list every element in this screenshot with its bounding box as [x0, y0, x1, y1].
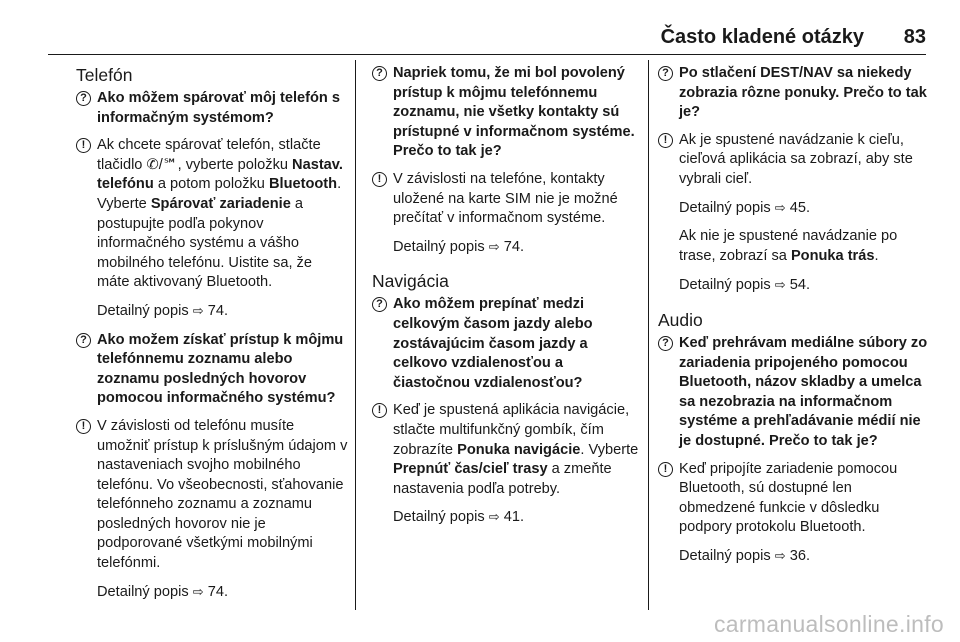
- answer-paragraph: Ak nie je spustené navádzanie po trase, zobrazí sa Ponuka trás.: [679, 228, 898, 264]
- answer-text: V závislosti od telefónu musíte umožniť prístup k príslušným údajom v nastaveniach svojho mobilného telefónu. Vo všeobecnosti, sťahovanie telefónneho zoznamu a zoznamu posledných hovorov nie je podporované všetkými mobilnými telefónmi.: [97, 417, 348, 572]
- menu-item-name: Prepnúť čas/cieľ trasy: [393, 461, 548, 478]
- detail-reference: Detailný popis ⇨ 41.: [393, 509, 524, 526]
- menu-item-name: Ponuka navigácie: [457, 441, 581, 458]
- answer-icon: !: [76, 138, 91, 153]
- answer-text: a zmeňte nastavenia podľa potreby.: [393, 461, 612, 497]
- question-block: [76, 331, 348, 409]
- column-divider: [355, 60, 356, 610]
- reference-arrow-icon: ⇨: [192, 302, 204, 318]
- answer-block: [658, 460, 928, 538]
- answer-block: [372, 170, 640, 229]
- page-title: Často kladené otázky: [660, 26, 864, 48]
- section-heading: Audio: [658, 309, 703, 330]
- answer-text: Ak je spustené navádzanie k cieľu, cieľová aplikácia sa zobrazí, aby ste vybrali cieľ.: [679, 131, 913, 187]
- detail-reference: Detailný popis ⇨ 74.: [97, 583, 228, 600]
- reference-page[interactable]: 41: [503, 509, 520, 526]
- answer-text: a postupujte podľa pokynov informačného systému a vášho mobilného telefónu. Uistite sa, že máte aktivovaný Bluetooth.: [97, 195, 312, 291]
- reference-arrow-icon: ⇨: [192, 583, 204, 599]
- answer-text: . Vyberte: [580, 441, 639, 458]
- reference-arrow-icon: ⇨: [488, 238, 500, 254]
- section-heading: Navigácia: [372, 271, 449, 292]
- detail-reference: Detailný popis ⇨ 54.: [679, 277, 810, 294]
- question-text: Ako možem získať prístup k môjmu telefónnemu zoznamu alebo zoznamu posledných hovorov pomocou informačného systému?: [97, 331, 344, 407]
- column-1: [76, 64, 348, 611]
- answer-text: Ak chcete spárovať telefón, stlačte tlačidlo: [97, 137, 321, 173]
- question-text: Ako môžem spárovať môj telefón s informačným systémom?: [97, 90, 340, 126]
- watermark: carmanualsonline.info: [713, 611, 944, 637]
- reference-page[interactable]: 45: [789, 199, 806, 216]
- reference-page[interactable]: 36: [789, 547, 806, 564]
- question-block: [372, 295, 640, 393]
- detail-reference: Detailný popis ⇨ 74.: [97, 302, 228, 319]
- column-3: [658, 64, 928, 575]
- reference-arrow-icon: ⇨: [774, 199, 786, 215]
- question-block: [658, 334, 928, 452]
- question-icon: ?: [76, 333, 91, 348]
- question-block: [658, 64, 928, 123]
- reference-page[interactable]: 74: [207, 583, 224, 600]
- reference-page[interactable]: 74: [207, 302, 224, 319]
- detail-reference: Detailný popis ⇨ 45.: [679, 199, 810, 216]
- reference-arrow-icon: ⇨: [774, 277, 786, 293]
- reference-page[interactable]: 74: [503, 238, 520, 255]
- reference-page[interactable]: 54: [789, 277, 806, 294]
- answer-text: , vyberte položku: [177, 156, 293, 173]
- answer-block: [76, 136, 348, 293]
- question-icon: ?: [372, 297, 387, 312]
- answer-text: Keď pripojíte zariadenie pomocou Bluetooth, sú dostupné len obmedzené funkcie v dôsledku podpory protokolu Bluetooth.: [679, 460, 898, 536]
- menu-item-name: Bluetooth: [268, 176, 338, 193]
- menu-item-name: Ponuka trás: [790, 247, 875, 264]
- answer-text: a potom položku: [153, 176, 269, 193]
- question-text: Ako môžem prepínať medzi celkovým časom jazdy alebo zostávajúcim časom jazdy a celkovo vzdialenosťou a čiastočnou vzdialenosťou?: [393, 296, 593, 391]
- answer-icon: !: [372, 172, 387, 187]
- answer-block: [372, 401, 640, 499]
- answer-icon: !: [372, 403, 387, 418]
- page-header: [48, 26, 926, 55]
- question-icon: ?: [372, 66, 387, 81]
- detail-reference: Detailný popis ⇨ 74.: [393, 238, 524, 255]
- menu-item-name: Spárovať zariadenie: [150, 195, 291, 212]
- answer-icon: !: [658, 462, 673, 477]
- question-text: Keď prehrávam mediálne súbory zo zariadenia pripojeného pomocou Bluetooth, názov skladby a umelca sa nezobrazia na informačnom systéme a prehľadávanie médií nie je dostupné. Prečo to tak je?: [679, 334, 928, 449]
- answer-text: . Vyberte: [97, 176, 342, 212]
- page-number: 83: [903, 26, 926, 48]
- answer-block: [76, 417, 348, 574]
- reference-arrow-icon: ⇨: [774, 547, 786, 563]
- answer-text: V závislosti na telefóne, kontakty uložené na karte SIM nie je možné prečítať v informačnom systéme.: [393, 170, 618, 227]
- answer-icon: !: [76, 419, 91, 434]
- question-block: [372, 64, 640, 162]
- question-icon: ?: [658, 66, 673, 81]
- answer-text: Ak nie je spustené navádzanie po trase, zobrazí sa: [679, 228, 898, 264]
- section-heading: Telefón: [76, 65, 133, 85]
- question-icon: ?: [76, 91, 91, 106]
- menu-item-name: Nastav. telefónu: [97, 156, 343, 193]
- phone-icon: ✆/℠: [146, 156, 178, 173]
- answer-text: Keď je spustená aplikácia navigácie, stlačte multifunkčný gombík, čím zobrazíte: [393, 402, 630, 458]
- reference-arrow-icon: ⇨: [488, 509, 500, 525]
- question-icon: ?: [658, 336, 673, 351]
- question-text: Napriek tomu, že mi bol povolený prístup k môjmu telefónnemu zoznamu, nie všetky kontakty sú prístupné v informačnom systéme. Prečo to tak je?: [393, 65, 635, 160]
- question-text: Po stlačení DEST/NAV sa niekedy zobrazia rôzne ponuky. Prečo to tak je?: [679, 65, 927, 121]
- answer-block: [658, 131, 928, 190]
- column-divider: [648, 60, 649, 610]
- column-2: [372, 64, 640, 537]
- answer-icon: !: [658, 133, 673, 148]
- question-block: [76, 89, 348, 128]
- detail-reference: Detailný popis ⇨ 36.: [679, 547, 810, 564]
